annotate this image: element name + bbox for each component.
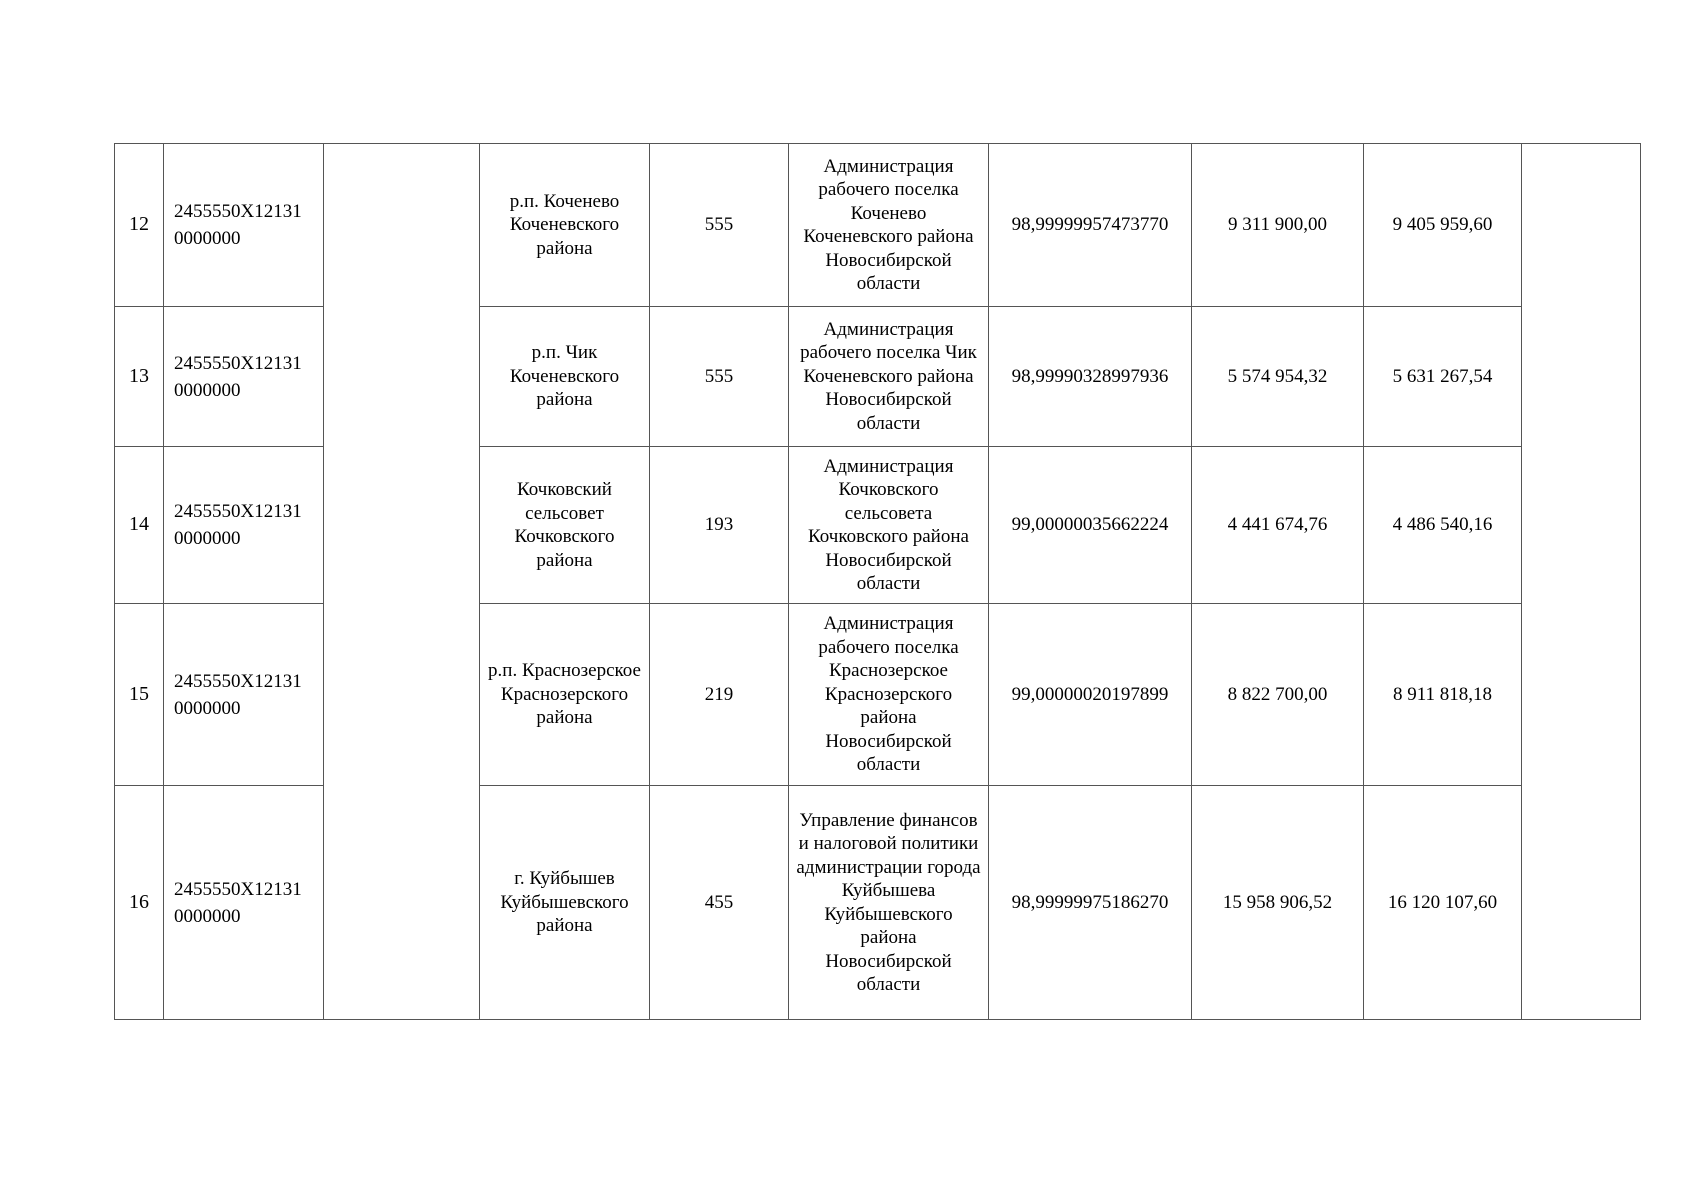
grbs-code-cell: 555 [650,144,789,307]
merged-empty-cell [324,144,480,1020]
merged-empty-cell [1522,144,1641,1020]
organization-cell: Администрация Кочковского сельсовета Кочковского района Новосибирской области [789,447,989,604]
municipality-cell: р.п. Коченево Коченевского района [480,144,650,307]
total-amount-cell: 9 405 959,60 [1364,144,1522,307]
budget-code-line2: 0000000 [174,228,241,249]
budget-code-line1: 2455550X12131 [174,201,302,222]
organization-cell: Администрация рабочего поселка Краснозерское Краснозерского района Новосибирской области [789,604,989,786]
budget-code-line2: 0000000 [174,697,241,719]
row-number: 15 [115,604,164,786]
percent-cell: 98,99999975186270 [989,786,1192,1020]
row-number: 16 [115,786,164,1020]
budget-code-line2: 0000000 [174,528,241,549]
percent-cell: 98,99999957473770 [989,144,1192,307]
grbs-code-cell: 219 [650,604,789,786]
total-amount-cell: 8 911 818,18 [1364,604,1522,786]
budget-code-cell [164,786,324,1020]
row-number: 12 [115,144,164,307]
grbs-code-cell: 193 [650,447,789,604]
amount-cell: 5 574 954,32 [1192,307,1364,447]
budget-code-cell [164,307,324,447]
row-number: 13 [115,307,164,447]
budget-code-line2: 0000000 [174,379,241,401]
total-amount-cell: 4 486 540,16 [1364,447,1522,604]
budget-code-cell [164,447,324,604]
subsidy-table [114,143,1641,1020]
amount-cell: 4 441 674,76 [1192,447,1364,604]
table-row [115,144,1641,307]
percent-cell: 99,00000035662224 [989,447,1192,604]
amount-cell: 8 822 700,00 [1192,604,1364,786]
amount-cell: 15 958 906,52 [1192,786,1364,1020]
organization-cell: Управление финансов и налоговой политики администрации города Куйбышева Куйбышевского района Новосибирской области [789,786,989,1020]
organization-cell: Администрация рабочего поселка Чик Коченевского района Новосибирской области [789,307,989,447]
municipality-cell: р.п. Краснозерское Краснозерского района [480,604,650,786]
budget-code-line1: 2455550X12131 [174,878,302,900]
amount-cell: 9 311 900,00 [1192,144,1364,307]
grbs-code-cell: 455 [650,786,789,1020]
budget-code-line1: 2455550X12131 [174,352,302,374]
municipality-cell: г. Куйбышев Куйбышевского района [480,786,650,1020]
grbs-code-cell: 555 [650,307,789,447]
budget-code-line2: 0000000 [174,905,241,927]
budget-code-line1: 2455550X12131 [174,501,302,522]
municipality-cell: р.п. Чик Коченевского района [480,307,650,447]
budget-code-cell [164,144,324,307]
budget-code-cell [164,604,324,786]
municipality-cell: Кочковский сельсовет Кочковского района [480,447,650,604]
percent-cell: 99,00000020197899 [989,604,1192,786]
budget-code-line1: 2455550X12131 [174,670,302,692]
organization-cell: Администрация рабочего поселка Коченево Коченевского района Новосибирской области [789,144,989,307]
total-amount-cell: 5 631 267,54 [1364,307,1522,447]
percent-cell: 98,99990328997936 [989,307,1192,447]
total-amount-cell: 16 120 107,60 [1364,786,1522,1020]
row-number: 14 [115,447,164,604]
